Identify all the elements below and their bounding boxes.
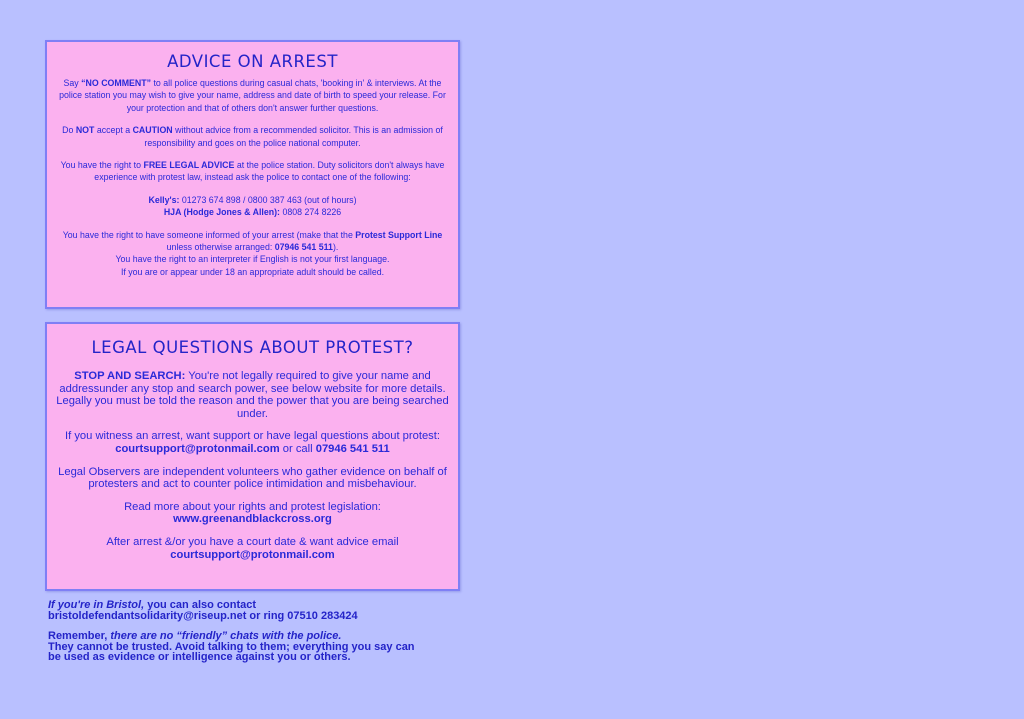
text: They cannot be trusted. Avoid talking to them; everything you say can be used as evidence or intelligence against you or others. — [48, 640, 415, 663]
text: unless otherwise arranged: — [166, 242, 275, 253]
text: Do — [62, 125, 76, 136]
under-18-right: If you are or appear under 18 an appropriate adult should be called. — [120, 266, 385, 277]
text: You're not legally required to give your name and addressunder any stop and search power, see below website for more details. Legally you must be told the reason and the power that you are being searched under. — [56, 370, 449, 420]
witness-paragraph — [53, 430, 452, 455]
free-legal-advice-emphasis: FREE LEGAL ADVICE — [143, 160, 235, 171]
text: Remember, — [48, 630, 111, 642]
stop-and-search-paragraph — [53, 370, 452, 420]
not-emphasis: NOT — [75, 125, 95, 136]
kellys-phone: 01273 674 898 / 0800 387 463 (out of hours) — [179, 194, 357, 205]
arrest-title: ADVICE ON ARREST — [167, 52, 338, 71]
text: to all police questions during casual chats, 'booking in' & interviews. At the police station you may wish to give your name, address and date of birth to speed your release. For your protection and that of others don't answer further questions. — [59, 78, 446, 113]
hja-phone: 0808 274 8226 — [280, 207, 342, 218]
court-date-paragraph — [53, 536, 452, 561]
support-phone: 07946 541 511 — [315, 442, 390, 455]
kellys-name: Kelly's: — [148, 194, 180, 205]
bristol-contact-details[interactable]: bristoldefendantsolidarity@riseup.net or ring 07510 283424 — [48, 609, 358, 622]
bristol-footer — [48, 600, 428, 673]
text: without advice from a recommended solicitor. This is an admission of responsibility and goes on the police national computer. — [144, 125, 443, 148]
caution-paragraph — [51, 124, 454, 149]
text: After arrest &/or you have a court date & want advice email — [106, 535, 399, 548]
advice-on-arrest-panel — [45, 40, 460, 309]
legal-observers-paragraph: Legal Observers are independent volunteers who gather evidence on behalf of protesters and act to counter police intimidation and misbehaviour. — [58, 465, 447, 491]
text: you can also contact — [144, 599, 257, 611]
caution-emphasis: CAUTION — [132, 125, 173, 136]
no-comment-paragraph — [51, 77, 454, 114]
court-support-email-link-2[interactable]: courtsupport@protonmail.com — [170, 548, 335, 561]
court-support-email-link[interactable]: courtsupport@protonmail.com — [115, 442, 280, 455]
green-and-black-cross-link[interactable]: www.greenandblackcross.org — [173, 513, 332, 526]
stop-and-search-heading: STOP AND SEARCH: — [74, 370, 186, 382]
text: If you witness an arrest, want support or have legal questions about protest: — [65, 430, 440, 443]
text: accept a — [94, 125, 133, 136]
text: there are no “friendly” chats with the police. — [110, 630, 342, 642]
text: If you're in Bristol, — [48, 599, 145, 611]
read-more-paragraph — [53, 501, 452, 526]
rights-paragraph — [51, 229, 454, 279]
text: Say — [63, 78, 82, 88]
text: You have the right to — [60, 160, 144, 171]
legal-questions-panel — [45, 322, 460, 591]
legal-advice-paragraph — [51, 159, 454, 184]
remember-note — [48, 631, 428, 663]
support-line-phone: 07946 541 511 — [274, 242, 333, 253]
text: Read more about your rights and protest legislation: — [124, 500, 381, 513]
text: ). — [332, 242, 339, 253]
text: or call — [279, 442, 316, 455]
legal-title: LEGAL QUESTIONS ABOUT PROTEST? — [91, 338, 414, 357]
text: at the police station. Duty solicitors don't always have experience with protest law, instead ask the police to contact one of the following: — [94, 160, 445, 183]
solicitor-contacts — [51, 194, 454, 219]
hja-name: HJA (Hodge Jones & Allen): — [163, 207, 280, 218]
protest-support-line: Protest Support Line — [355, 229, 443, 240]
bristol-contact — [48, 600, 428, 621]
no-comment-emphasis: “NO COMMENT” — [81, 78, 152, 88]
interpreter-right: You have the right to an interpreter if English is not your first language. — [115, 254, 390, 265]
text: You have the right to have someone informed of your arrest (make that the — [62, 229, 356, 240]
